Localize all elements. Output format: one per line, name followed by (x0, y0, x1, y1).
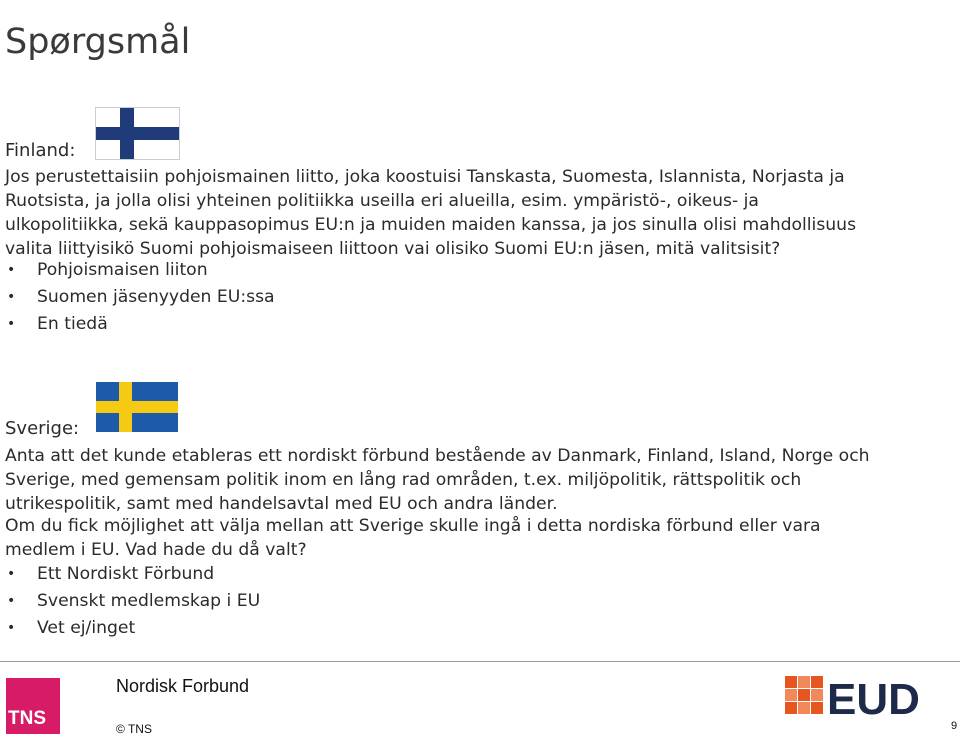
sweden-question (5, 514, 955, 562)
bullet-icon: • (7, 289, 16, 305)
finland-question-line: Ruotsista, ja jolla olisi yhteinen politiikka useilla eri alueilla, esim. ympäristö-, oikeus- ja (5, 191, 759, 211)
finland-flag-icon (96, 108, 179, 159)
sweden-label: Sverige: (5, 418, 80, 439)
page-number: 9 (951, 720, 958, 732)
bullet-icon: • (7, 620, 16, 636)
tns-logo-text: TNS (8, 708, 46, 729)
finland-options-list (5, 257, 275, 338)
sweden-option-label: Vet ej/inget (37, 618, 136, 638)
sweden-option-item (5, 561, 260, 588)
sweden-option-item (5, 588, 260, 615)
sweden-option-item (5, 615, 260, 642)
finland-question-line: Jos perustettaisiin pohjoismainen liitto, joka koostuisi Tanskasta, Suomesta, Islannista, Norjasta ja (5, 167, 845, 187)
eud-logo-text: EUD (827, 676, 920, 720)
finland-option-item (5, 284, 275, 311)
sweden-question-line: Om du fick möjlighet att välja mellan att Sverige skulle ingå i detta nordiska förbund eller vara (5, 516, 821, 536)
sweden-intro (5, 444, 955, 516)
bullet-icon: • (7, 262, 16, 278)
finland-option-label: En tiedä (37, 314, 108, 334)
finland-question-line: ulkopolitiikka, sekä kauppasopimus EU:n ja muiden maiden kanssa, ja jos sinulla olisi mahdollisuus (5, 215, 857, 235)
finland-question-line: valita liittyisikö Suomi pohjoismaiseen liittoon vai olisiko Suomi EU:n jäsen, mitä valitsisit? (5, 239, 781, 259)
finland-option-item (5, 311, 275, 338)
footer-title: Nordisk Forbund (116, 676, 250, 696)
tns-logo (6, 678, 60, 734)
bullet-icon: • (7, 566, 16, 582)
sweden-option-label: Svenskt medlemskap i EU (37, 591, 261, 611)
sweden-intro-line: Sverige, med gemensam politik inom en lång rad områden, t.ex. miljöpolitik, rättspolitik och (5, 470, 802, 490)
sweden-flag-cross-horizontal (96, 401, 178, 413)
finland-label: Finland: (5, 140, 76, 161)
sweden-flag-icon (96, 382, 178, 432)
eud-logo-mark-icon (785, 676, 823, 714)
bullet-icon: • (7, 593, 16, 609)
finland-option-item (5, 257, 275, 284)
sweden-intro-line: utrikespolitik, samt med handelsavtal med EU och andra länder. (5, 494, 558, 514)
finland-flag-cross-horizontal (96, 127, 179, 140)
finland-option-label: Pohjoismaisen liiton (37, 260, 208, 280)
sweden-option-label: Ett Nordiskt Förbund (37, 564, 215, 584)
eud-logo (785, 676, 935, 720)
sweden-intro-line: Anta att det kunde etableras ett nordiskt förbund bestående av Danmark, Finland, Island, Norge och (5, 446, 870, 466)
bullet-icon: • (7, 316, 16, 332)
finland-option-label: Suomen jäsenyyden EU:ssa (37, 287, 275, 307)
sweden-question-line: medlem i EU. Vad hade du då valt? (5, 540, 307, 560)
slide-title: Spørgsmål (5, 22, 191, 62)
finland-question (5, 165, 955, 261)
copyright: © TNS (116, 722, 152, 736)
sweden-options-list (5, 561, 260, 642)
footer-divider (0, 661, 960, 662)
